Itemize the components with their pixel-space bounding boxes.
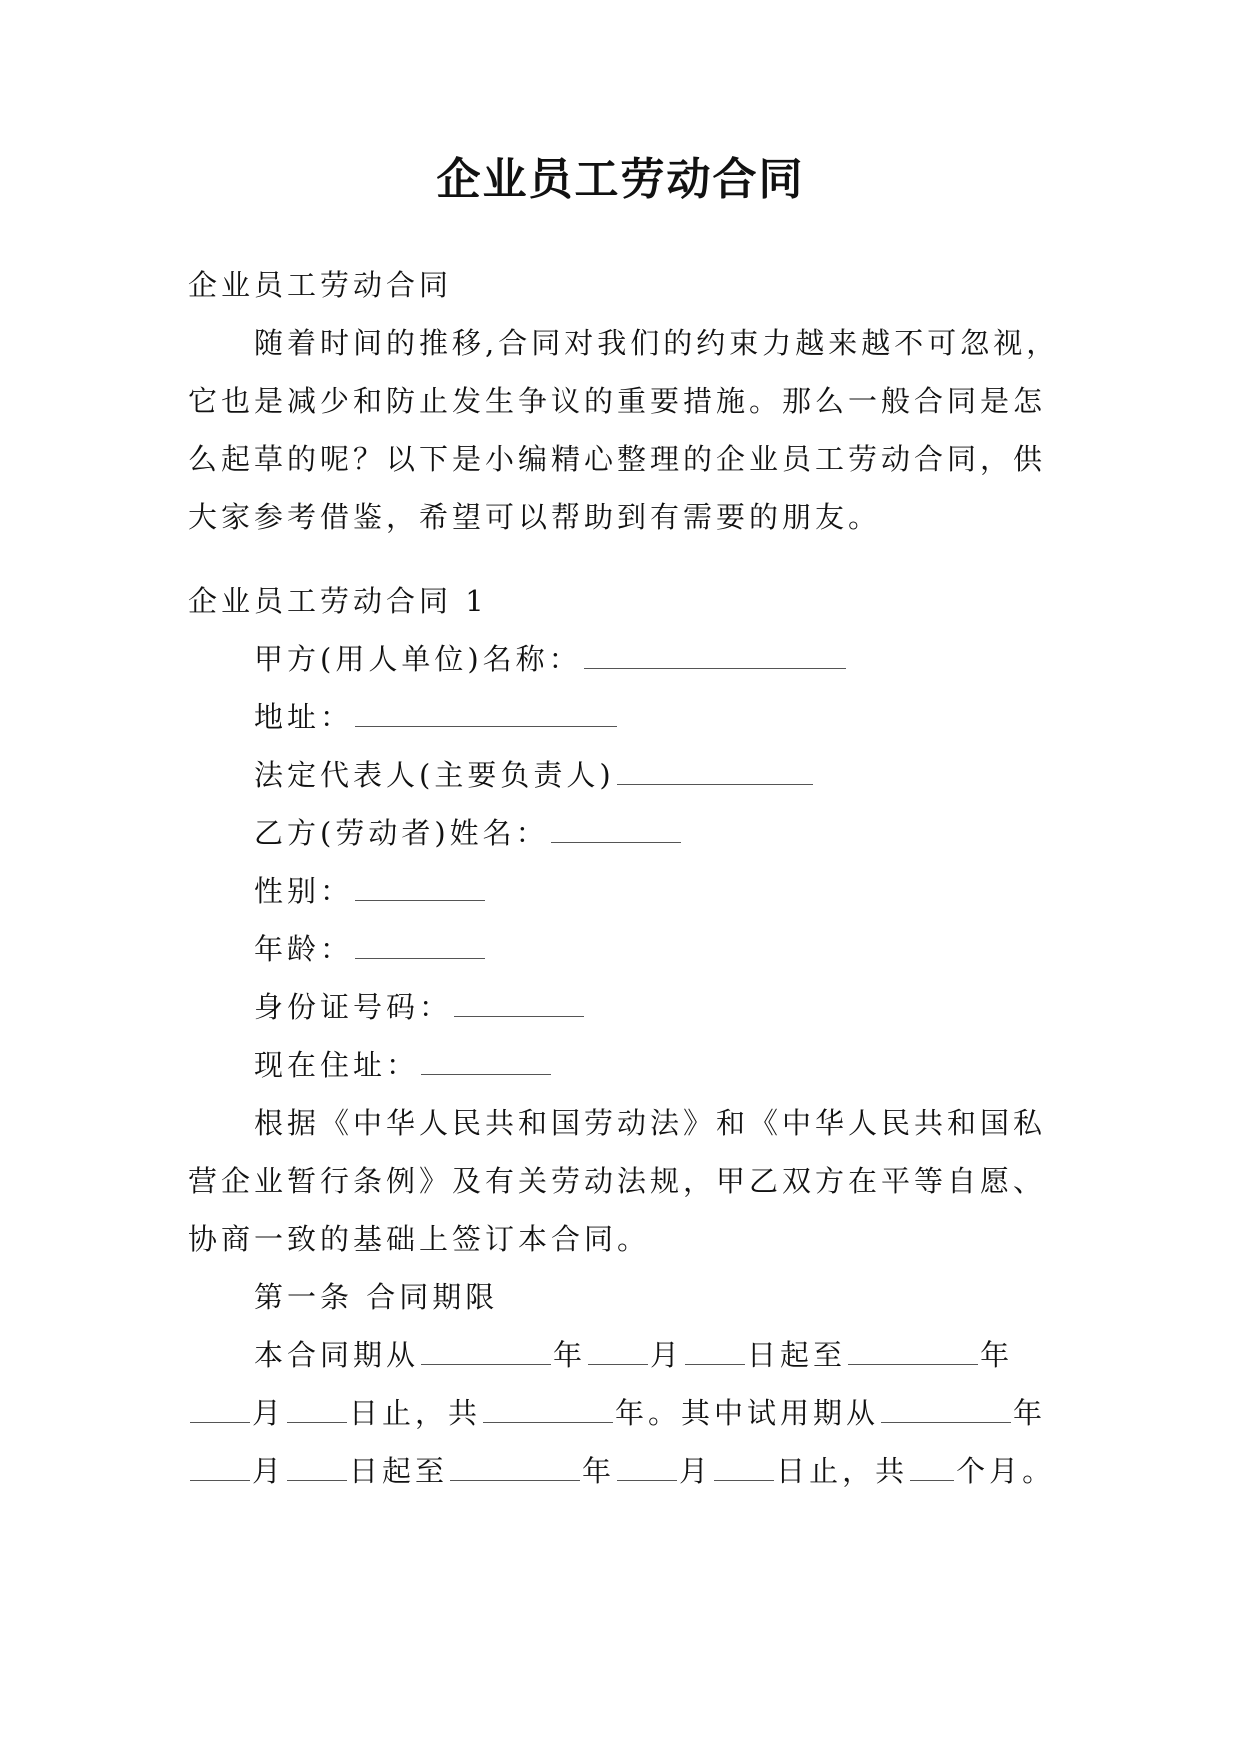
gender-label: 性别： bbox=[254, 874, 354, 908]
year-text: 年 bbox=[582, 1454, 616, 1488]
id-number-label: 身份证号码： bbox=[254, 990, 453, 1024]
employer-name-label: 甲方(用人单位)名称： bbox=[254, 642, 582, 676]
day-to-text: 日止，共 bbox=[349, 1396, 482, 1430]
term-line-1 bbox=[188, 1326, 1068, 1384]
trial-start-year-blank[interactable] bbox=[881, 1398, 1011, 1423]
employee-name-row bbox=[188, 804, 1068, 862]
gender-row bbox=[188, 862, 1068, 920]
employer-name-row bbox=[188, 630, 1068, 688]
current-address-label: 现在住址： bbox=[254, 1048, 420, 1082]
address-label: 地址： bbox=[254, 700, 354, 734]
start-day-blank[interactable] bbox=[685, 1340, 745, 1365]
id-number-blank[interactable] bbox=[454, 992, 584, 1017]
intro-heading: 企业员工劳动合同 bbox=[188, 268, 453, 302]
month-text: 月 bbox=[679, 1454, 713, 1488]
legal-rep-blank[interactable] bbox=[617, 760, 813, 785]
contract-heading: 企业员工劳动合同 1 bbox=[188, 584, 488, 618]
end-day-blank[interactable] bbox=[287, 1398, 347, 1423]
employee-name-blank[interactable] bbox=[551, 818, 681, 843]
trial-end-month-blank[interactable] bbox=[617, 1456, 677, 1481]
basis-line-3: 协商一致的基础上签订本合同。 bbox=[188, 1222, 651, 1256]
trial-from-text: 年。其中试用期从 bbox=[615, 1396, 880, 1430]
term-line-2 bbox=[188, 1384, 1068, 1442]
current-address-blank[interactable] bbox=[421, 1050, 551, 1075]
months-end-text: 个月。 bbox=[956, 1454, 1056, 1488]
gender-blank[interactable] bbox=[355, 876, 485, 901]
start-month-blank[interactable] bbox=[588, 1340, 648, 1365]
trial-start-month-blank[interactable] bbox=[190, 1456, 250, 1481]
year-text: 年 bbox=[980, 1338, 1014, 1372]
day-from-text: 日起至 bbox=[349, 1454, 449, 1488]
current-address-row bbox=[188, 1036, 1068, 1094]
intro-line-1: 随着时间的推移,合同对我们的约束力越来越不可忽视， bbox=[254, 326, 1060, 360]
intro-section bbox=[188, 256, 1068, 546]
month-text: 月 bbox=[252, 1454, 286, 1488]
legal-rep-label: 法定代表人(主要负责人) bbox=[254, 758, 615, 792]
basis-line-1: 根据《中华人民共和国劳动法》和《中华人民共和国私 bbox=[254, 1106, 1047, 1140]
employer-name-blank[interactable] bbox=[584, 644, 846, 669]
basis-line-2: 营企业暂行条例》及有关劳动法规，甲乙双方在平等自愿、 bbox=[188, 1164, 1047, 1198]
legal-rep-row bbox=[188, 746, 1068, 804]
trial-months-blank[interactable] bbox=[910, 1456, 954, 1481]
age-row bbox=[188, 920, 1068, 978]
start-year-blank[interactable] bbox=[421, 1340, 551, 1365]
end-year-blank[interactable] bbox=[848, 1340, 978, 1365]
month-text: 月 bbox=[252, 1396, 286, 1430]
month-text: 月 bbox=[650, 1338, 684, 1372]
trial-end-day-blank[interactable] bbox=[714, 1456, 774, 1481]
term-line-3 bbox=[188, 1442, 1068, 1500]
end-month-blank[interactable] bbox=[190, 1398, 250, 1423]
trial-end-year-blank[interactable] bbox=[450, 1456, 580, 1481]
intro-line-4: 大家参考借鉴，希望可以帮助到有需要的朋友。 bbox=[188, 500, 882, 534]
intro-line-3: 么起草的呢？以下是小编精心整理的企业员工劳动合同，供 bbox=[188, 442, 1047, 476]
day-from-text: 日起至 bbox=[747, 1338, 847, 1372]
document-title: 企业员工劳动合同 bbox=[436, 154, 805, 205]
age-blank[interactable] bbox=[355, 934, 485, 959]
year-text: 年 bbox=[553, 1338, 587, 1372]
trial-start-day-blank[interactable] bbox=[287, 1456, 347, 1481]
age-label: 年龄： bbox=[254, 932, 354, 966]
day-to-text: 日止，共 bbox=[776, 1454, 909, 1488]
contract-section bbox=[188, 572, 1068, 1500]
term-start-text: 本合同期从 bbox=[254, 1338, 420, 1372]
intro-line-2: 它也是减少和防止发生争议的重要措施。那么一般合同是怎 bbox=[188, 384, 1047, 418]
total-years-blank[interactable] bbox=[483, 1398, 613, 1423]
id-number-row bbox=[188, 978, 1068, 1036]
address-row bbox=[188, 688, 1068, 746]
address-blank[interactable] bbox=[355, 702, 617, 727]
article-1-title: 第一条 合同期限 bbox=[254, 1280, 499, 1314]
year-text: 年 bbox=[1013, 1396, 1047, 1430]
employee-name-label: 乙方(劳动者)姓名： bbox=[254, 816, 549, 850]
